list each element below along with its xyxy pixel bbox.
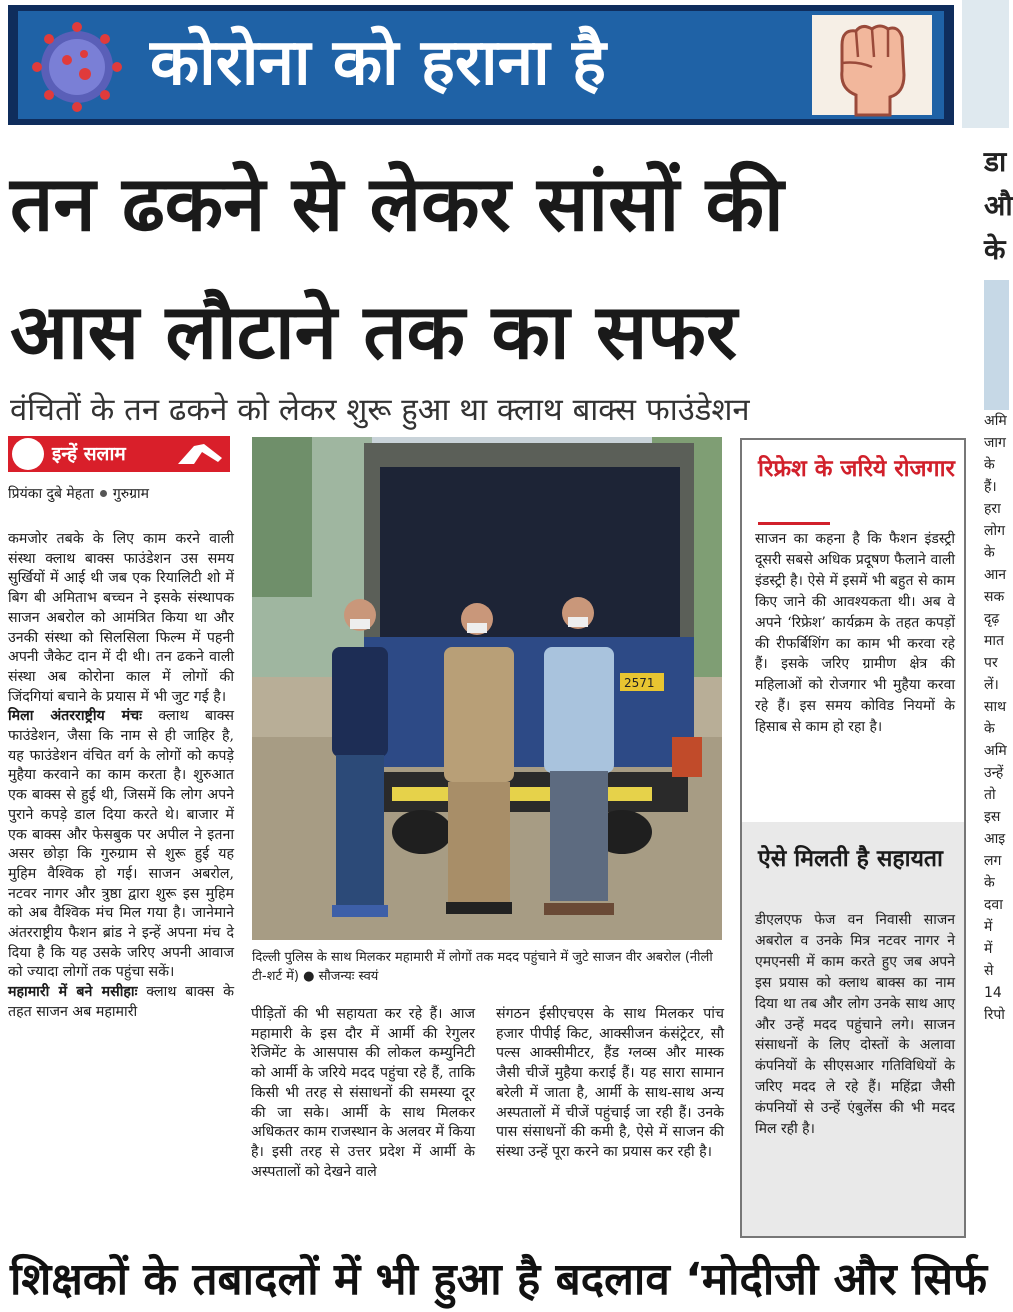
adjacent-text-line: पर [984,655,998,671]
sidebar-heading-1: रिफ्रेश के जरिये रोजगार [758,456,955,482]
byline-author: प्रियंका दुबे मेहता [8,486,94,502]
adjacent-text-line: आइ [984,831,1006,847]
article-paragraph: क्लाथ बाक्स फाउंडेशन, जैसा कि नाम से ही जाहिर है, यह फाउंडेशन वंचित वर्ग के लोगों को कपड़े मुहैया करवाने का काम करता है। शुरुआत एक बाक्स से हुई थी, जिसमें कि लोग अपने पुराने कपड़े डाल दिया करते थे। बाजार में एक बाक्स और फेसबुक पर अपील ने इतना असर छोड़ा कि गुरुग्राम से शुरू हुई यह मुहिम वैश्विक हो गई। साजन अबरोल, नटवर नागर और त्रुष्ठा द्वारा शुरू इस मुहिम को अब वैश्विक मंच मिल गया है। जानेमाने अंतरराष्ट्रीय फैशन ब्रांड ने इन्हें अपना मंच दे दिया है कि यह उसके जरिए अपनी आवाज को ज्यादा लोगों तक पहुंचा सकें। [8,708,234,981]
banner-edge-right [944,5,954,125]
adjacent-text-line: लग [984,853,1002,869]
headline [10,140,970,396]
bullet-icon [100,490,107,497]
adjacent-text-line: हैं। [984,479,997,495]
next-headline-text: शिक्षकों के तबादलों में भी हुआ है बदलाव ‘मोदीजी और सिर्फ [10,1254,988,1305]
byline [8,484,149,504]
adjacent-text-line: से [984,963,994,979]
adjacent-text-line: हरा [984,501,1001,517]
headline-line-2: आस लौटाने तक का सफर [10,287,738,376]
adjacent-text-line: दवा [984,897,1003,913]
subheading: मिला अंतरराष्ट्रीय मंचः [8,708,142,725]
raised-fist-icon [812,15,932,115]
adjacent-text-line: के [984,457,995,473]
adjacent-text-line: साथ [984,699,1007,715]
adjacent-text-line: लें। [984,677,999,693]
adjacent-text-line: के [984,721,995,737]
article-paragraph: क्लाथ बाक्स के तहत साजन अब महामारी [8,984,234,1020]
subheading: महामारी में बने मसीहाः [8,984,138,1001]
adjacent-text-lines [984,410,1009,1026]
adjacent-text-line: अमि [984,413,1007,429]
adjacent-text-line: रिपो [984,1007,1005,1023]
adjacent-text-line: लोग [984,523,1005,539]
license-plate: 2571 [624,676,655,690]
news-photo [252,437,722,940]
adjacent-text-line: दृढ़ [984,611,1000,627]
adjacent-text-line: के [984,875,995,891]
adjacent-text-line: आन [984,567,1007,583]
adjacent-text-line: अमि [984,743,1007,759]
face-icon [12,438,44,470]
adjacent-text-line: इस [984,809,1001,825]
subheadline: वंचितों के तन ढकने को लेकर शुरू हुआ था क्लाथ बाक्स फाउंडेशन [10,392,750,428]
article-paragraph: कमजोर तबके के लिए काम करने वाली संस्था क्लाथ बाक्स फाउंडेशन उस समय सुर्खियों में आई थी जब एक रियालिटी शो में बिग बी अमिताभ बच्चन ने इसके संस्थापक साजन अबरोल को आमंत्रित किया था और उनकी संस्था को सिलसिला फिल्म में पहनी अपनी जैकेट दान में दी थी। तन ढकने वाली संस्था अब कोरोना काल में लोगों की जिंदगियां बचाने के प्रयास में भी जुट गई है। [8,531,234,705]
adjacent-article-edge [984,140,1013,1270]
adjacent-text-line: में [984,941,993,957]
adjacent-photo [984,280,1009,410]
article-column-1 [8,530,234,1023]
adjacent-text-line: सक [984,589,1005,605]
next-article-headline [10,1248,1010,1305]
byline-location: गुरुग्राम [112,486,149,502]
adjacent-text-line: तो [984,787,996,803]
banner-edge-left [8,5,18,125]
sidebar-text-1: साजन का कहना है कि फैशन इंडस्ट्री दूसरी सबसे अधिक प्रदूषण फैलाने वाली इंडस्ट्री है। ऐसे में इसमें भी बहुत से काम किए जाने की आवश्यकता थी। अब वे अपने ‘रिफ्रेश’ कार्यक्रम के तहत कपड़ों की रीफर्बिशिंग का काम भी करवा रहे हैं। इसके जरिए ग्रामीण क्षेत्र की महिलाओं को रोजगार भी मुहैया करवा रहे हैं। इस समय कोविड नियमों के हिसाब से काम हो रहा है। [755,531,955,736]
sidebar-text-2: डीएलएफ फेज वन निवासी साजन अबरोल व उनके मित्र नटवर नागर ने एमएनसी में काम करते हुए जब अपने इस प्रयास को क्लाथ बाक्स का नाम दिया था तब और लोग उनके साथ आए और उन्हें मदद पहुंचाने लगे। साजन संसाधनों के लिए दोस्तों के अलावा कंपनियों के सीएसआर गतिविधियों के जरिए मदद ले रहे हैं। महिंद्रा जैसी कंपनियों से उन्हें एंबुलेंस की भी मदद मिल रही है। [755,912,955,1138]
photo-caption: दिल्ली पुलिस के साथ मिलकर महामारी में लोगों तक मदद पहुंचाने में जुटे साजन वीर अबरोल (नीली टी-शर्ट में) ● सौजन्यः स्वयं [252,950,713,984]
badge-label: इन्हें सलाम [52,443,126,465]
banner-title: कोरोना को हराना है [150,26,606,100]
adjacent-text-line: उन्हें [984,765,1004,781]
sidebar-heading-2: ऐसे मिलती है सहायता [758,846,943,872]
adjacent-banner-fragment [962,0,1009,128]
adjacent-text-line: 14 [984,985,1002,1001]
virus-icon [22,22,132,112]
headline-line-1: तन ढकने से लेकर सांसों की [10,159,784,248]
sidebar-heading-rule [758,522,830,525]
adjacent-text-line: में [984,919,993,935]
adjacent-text-line: के [984,545,995,561]
article-column-2: पीड़ितों की भी सहायता कर रहे हैं। आज महामारी के इस दौर में आर्मी की रेगुलर रेजिमेंट के आसपास की लोकल कम्युनिटी को आर्मी के जरिये मदद पहुंचा रहे हैं, ताकि किसी भी तरह से संसाधनों की समस्या दूर की जा सके। आर्मी के साथ मिलकर अधिकतर काम राजस्थान के अलवर में किया है। इसी तरह से उत्तर प्रदेश में आर्मी के अस्पतालों को देखने वाले [251,1006,475,1180]
article-column-3: संगठन ईसीएचएस के साथ मिलकर पांच हजार पीपीई किट, आक्सीजन कंसंट्रेटर, सौ पल्स आक्सीमीटर, हैंड ग्लव्स और मास्क जैसी चीजें मुहैया कराई हैं। यह सारा सामान बरेली में जाता है, आर्मी के साथ-साथ अन्य अस्पतालों में चीजें पहुंचाई जा रही हैं। उनके पास संसाधनों की कमी है, ऐसे में साजन की संस्था उन्हें पूरा करने का प्रयास कर रही है। [496,1006,724,1160]
truck-photo-illustration [252,437,722,940]
adjacent-text-line: मात [984,633,1004,649]
adjacent-headline: डा औ के [984,145,1013,266]
adjacent-text-line: जाग [984,435,1006,451]
salute-icon [174,440,226,468]
